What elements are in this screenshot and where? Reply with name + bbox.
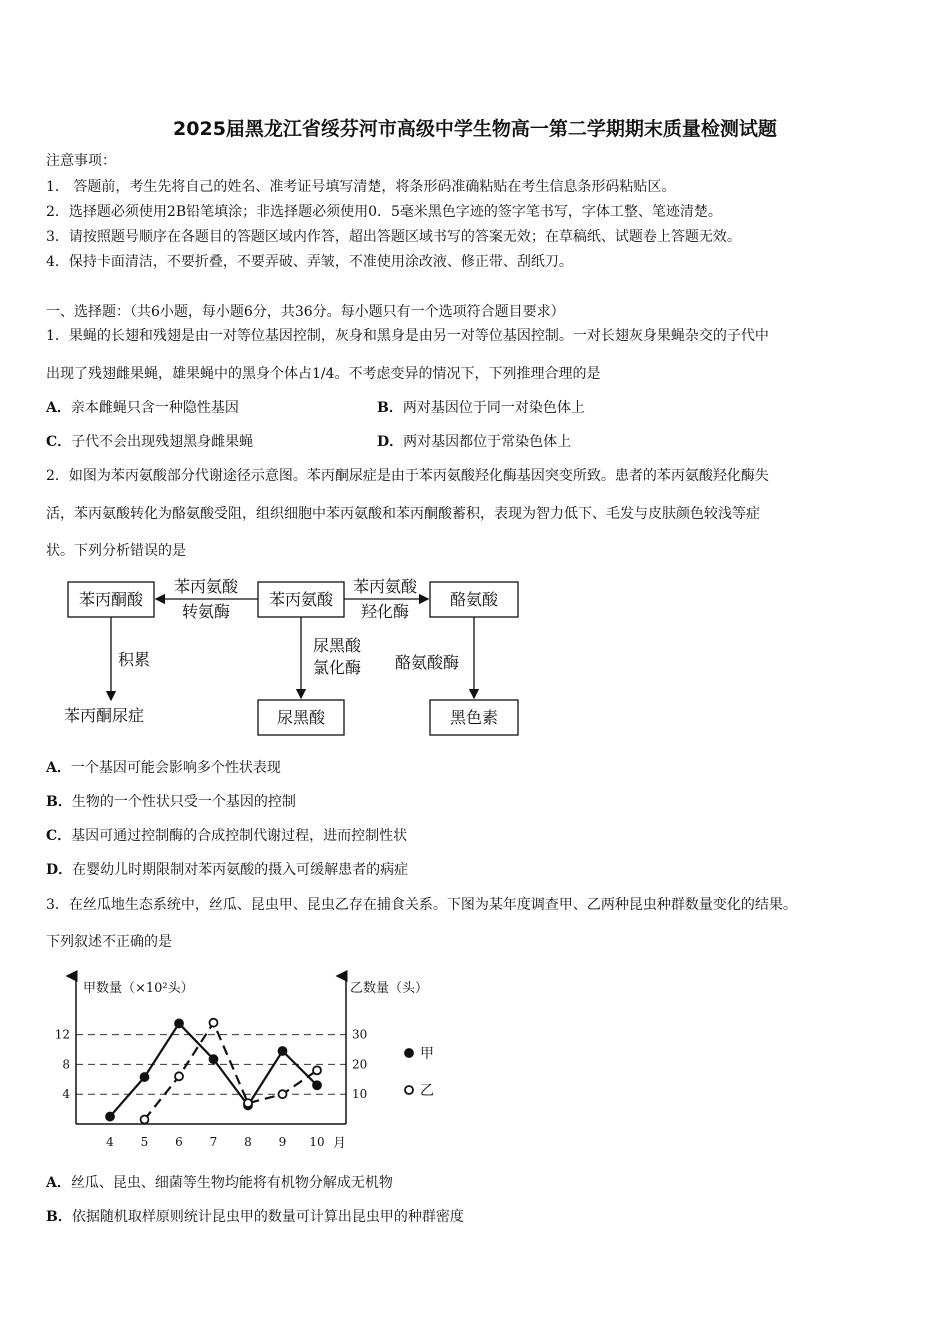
right-tick-label: 10 [352,1087,368,1102]
notice-item-3: 3．请按照题号顺序在各题目的答题区域内作答，超出答题区域书写的答案无效；在草稿纸、试题卷上答题无效。 [46,229,741,245]
x-tick-label: 8 [244,1135,252,1149]
q3-option-a: A．丝瓜、昆虫、细菌等生物均能将有机物分解成无机物 [46,1175,393,1191]
right-tick-label: 30 [352,1027,368,1042]
notice-heading: 注意事项： [46,153,116,169]
legend-marker [405,1086,413,1094]
legend-marker [405,1049,413,1057]
data-point-乙 [175,1072,183,1080]
legend-label: 乙 [420,1083,434,1099]
q1-option-c: C．子代不会出现残翅黑身雌果蝇 [46,434,254,450]
q3-stem-line2: 下列叙述不正确的是 [46,934,172,950]
notice-item-2: 2．选择题必须使用2B铅笔填涂；非选择题必须使用0．5毫米黑色字迹的签字笔书写，字体工整、笔迹清楚。 [46,204,722,220]
q2-option-a: A．一个基因可能会影响多个性状表现 [46,760,281,776]
x-tick-label: 6 [175,1135,183,1149]
gridlines [76,1035,346,1095]
left-tick-label: 8 [62,1057,70,1072]
x-axis-unit: 月 [333,1136,347,1151]
label-accumulate: 积累 [118,650,151,669]
data-point-甲 [106,1113,114,1121]
data-point-乙 [141,1116,149,1124]
data-point-乙 [210,1019,218,1027]
x-tick-label: 9 [278,1135,287,1149]
x-tick-label: 5 [140,1135,149,1149]
label-phenylalanine: 苯丙氨酸 [268,590,334,609]
data-point-甲 [210,1055,218,1063]
enzyme-hgo-2: 氯化酶 [313,658,362,677]
q3-stem-line1: 3．在丝瓜地生态系统中，丝瓜、昆虫甲、昆虫乙存在捕食关系。下图为某年度调查甲、乙两种昆虫种群数量变化的结果。 [46,897,797,913]
page-title: 2025届黑龙江省绥芬河市高级中学生物高一第二学期期末质量检测试题 [173,118,777,140]
data-point-甲 [141,1073,149,1081]
notice-item-4: 4．保持卡面清洁，不要折叠，不要弄破、弄皱，不准使用涂改液、修正带、刮纸刀。 [46,254,573,270]
right-tick-label: 20 [352,1057,368,1072]
left-tick-label: 4 [62,1087,70,1102]
label-homogentisate: 尿黑酸 [276,708,326,727]
q2-option-d: D．在婴幼儿时期限制对苯丙氨酸的摄入可缓解患者的病症 [46,862,409,878]
q1-option-b: B．两对基因位于同一对染色体上 [377,400,585,416]
data-point-乙 [279,1090,287,1098]
enzyme-hgo-1: 尿黑酸 [313,636,362,655]
metabolism-diagram [60,572,530,744]
q2-option-c: C．基因可通过控制酶的合成控制代谢过程，进而控制性状 [46,828,408,844]
q1-option-a: A．亲本雌蝇只含一种隐性基因 [46,400,239,416]
legend-label: 甲 [420,1046,434,1062]
right-axis-label: 乙数量（头） [350,981,429,996]
q1-option-d: D．两对基因都位于常染色体上 [377,434,572,450]
q2-stem-line3: 状。下列分析错误的是 [46,543,186,559]
population-chart [50,968,450,1158]
q2-stem-line2: 活，苯丙氨酸转化为酪氨酸受阻，组织细胞中苯丙氨酸和苯丙酮酸蓄积，表现为智力低下、毛发与皮肤颜色较浅等症 [46,506,760,522]
x-tick-label: 7 [209,1135,218,1149]
series-line-甲 [110,1023,317,1116]
data-point-甲 [313,1081,321,1089]
data-point-乙 [244,1099,252,1107]
data-point-乙 [313,1066,321,1074]
section-heading: 一、选择题：（共6小题，每小题6分，共36分。每小题只有一个选项符合题目要求） [46,304,565,320]
left-axis-label: 甲数量（×10²头） [83,981,194,996]
notice-item-1: 1． 答题前，考生先将自己的姓名、准考证号填写清楚，将条形码准确粘贴在考生信息条形码粘贴区。 [46,179,676,195]
q2-stem-line1: 2．如图为苯丙氨酸部分代谢途径示意图。苯丙酮尿症是由于苯丙氨酸羟化酶基因突变所致。患者的苯丙氨酸羟化酶失 [46,468,769,484]
label-tyrosine: 酪氨酸 [449,590,499,609]
enzyme-hydroxylase-2: 羟化酶 [360,602,410,621]
q1-stem-line2: 出现了残翅雌果蝇，雄果蝇中的黑身个体占1/4。不考虑变异的情况下，下列推理合理的是 [46,366,601,382]
label-melanin: 黑色素 [449,708,499,727]
q3-option-b: B．依据随机取样原则统计昆虫甲的数量可计算出昆虫甲的种群密度 [46,1209,464,1225]
x-tick-label: 10 [309,1135,325,1149]
data-point-甲 [279,1047,287,1055]
enzyme-transaminase-2: 转氨酶 [181,602,231,621]
label-phenylpyruvate: 苯丙酮酸 [78,590,144,609]
x-tick-label: 4 [106,1135,114,1149]
q1-stem-line1: 1．果蝇的长翅和残翅是由一对等位基因控制，灰身和黑身是由另一对等位基因控制。一对长翅灰身果蝇杂交的子代中 [46,328,769,344]
left-tick-label: 12 [54,1027,70,1042]
label-pku: 苯丙酮尿症 [64,706,145,725]
enzyme-tyrosinase: 酪氨酸酶 [395,653,460,672]
enzyme-hydroxylase-1: 苯丙氨酸 [352,577,418,596]
data-point-甲 [175,1019,183,1027]
enzyme-transaminase-1: 苯丙氨酸 [173,577,239,596]
q2-option-b: B．生物的一个性状只受一个基因的控制 [46,794,296,810]
